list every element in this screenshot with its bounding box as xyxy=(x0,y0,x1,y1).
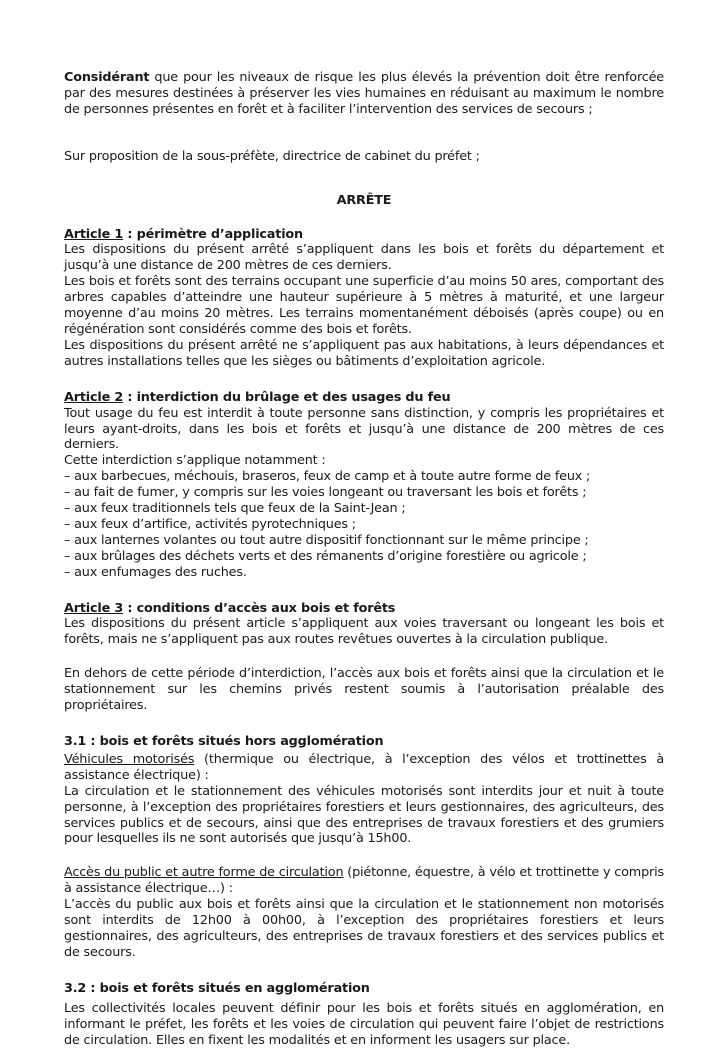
section-3-2-heading: 3.2 : bois et forêts situés en agglomération xyxy=(64,980,370,996)
article-2-label: Article 2 xyxy=(64,389,124,405)
article-2-lead: Cette interdiction s’applique notamment : xyxy=(64,453,326,469)
vehicles-label: Véhicules motorisés xyxy=(64,751,195,767)
article-2-title: : interdiction du brûlage et des usages du feu xyxy=(123,389,451,405)
list-item: – aux brûlages des déchets verts et des rémanents d’origine forestière ou agricole ; xyxy=(64,548,587,564)
proposition-paragraph: Sur proposition de la sous-préfète, directrice de cabinet du préfet ; xyxy=(64,148,480,164)
article-3-heading xyxy=(64,601,664,617)
article-2-intro: Tout usage du feu est interdit à toute personne sans distinction, y compris les propriétaires et leurs ayant-droits, dans les bois et forêts et jusqu’à une distance de 200 mètres de ces derniers. xyxy=(64,405,664,453)
list-item: – au fait de fumer, y compris sur les voies longeant ou traversant les bois et forêts ; xyxy=(64,485,587,501)
public-access-intro xyxy=(64,865,664,897)
section-3-2-paragraph: Les collectivités locales peuvent définir pour les bois et forêts situés en agglomération, en informant le préfet, les forêts et les voies de circulation qui peuvent faire l’objet de restrictions de circulation. Elles en fixent les modalités et en informent les usagers sur place. xyxy=(64,1000,664,1048)
list-item: – aux enfumages des ruches. xyxy=(64,564,247,580)
article-1-paragraph: Les dispositions du présent arrêté s’appliquent dans les bois et forêts du département et jusqu’à une distance de 200 mètres de ces derniers. xyxy=(64,242,664,274)
article-3-title: : conditions d’accès aux bois et forêts xyxy=(123,600,396,616)
considerant-keyword: Considérant xyxy=(64,70,150,85)
article-2-heading xyxy=(64,390,664,406)
considerant-paragraph xyxy=(64,70,664,118)
public-access-paragraph: L’accès du public aux bois et forêts ainsi que la circulation et le stationnement non motorisés sont interdits de 12h00 à 00h00, à l’exception des propriétaires forestiers et leurs gestionnaires, des agriculteurs, des entreprises de travaux forestiers et des services publics et de secours. xyxy=(64,897,664,960)
public-access-note: (piétonne, équestre, à vélo et trottinette y compris à assistance électrique…) : xyxy=(64,865,664,897)
arrete-title: ARRÊTE xyxy=(336,192,392,208)
article-3-label: Article 3 xyxy=(64,600,124,616)
article-1-title: : périmètre d’application xyxy=(123,226,303,242)
vehicles-note: (thermique ou électrique, à l’exception des vélos et trottinettes à assistance électrique) : xyxy=(64,751,665,783)
article-1-paragraph: Les dispositions du présent arrêté ne s’appliquent pas aux habitations, à leurs dépendances et autres installations telles que les sièges ou bâtiments d’exploitation agricole. xyxy=(64,337,664,369)
vehicles-paragraph: La circulation et le stationnement des véhicules motorisés sont interdits jour et nuit à toute personne, à l’exception des propriétaires forestiers et leurs gestionnaires, des agriculteurs, des services publics et de secours, ainsi que des entreprises de travaux forestiers et des grumiers pour lesquelles ils ne sont autorisés que jusqu’à 15h00. xyxy=(64,783,664,847)
article-1-label: Article 1 xyxy=(64,226,124,242)
list-item: – aux feux traditionnels tels que feux de la Saint-Jean ; xyxy=(64,501,406,517)
public-access-label: Accès du public et autre forme de circulation xyxy=(64,865,344,881)
article-1-heading xyxy=(64,227,664,243)
article-3-paragraph: En dehors de cette période d’interdiction, l’accès aux bois et forêts ainsi que la circulation et le stationnement sur les chemins privés restent soumis à l’autorisation préalable des propriétaires. xyxy=(64,666,664,714)
list-item: – aux barbecues, méchouis, braseros, feux de camp et à toute autre forme de feux ; xyxy=(64,469,591,485)
section-3-1-heading: 3.1 : bois et forêts situés hors agglomération xyxy=(64,734,384,749)
list-item: – aux lanternes volantes ou tout autre dispositif fonctionnant sur le même principe ; xyxy=(64,532,589,548)
vehicles-intro xyxy=(64,752,664,784)
considerant-text: que pour les niveaux de risque les plus élevés la prévention doit être renforcée par des mesures destinées à préserver les vies humaines en réduisant au maximum le nombre de personnes présentes en forêt et à faciliter l’intervention des services de secours ; xyxy=(64,70,664,117)
list-item: – aux feux d’artifice, activités pyrotechniques ; xyxy=(64,516,356,532)
article-3-paragraph: Les dispositions du présent article s’appliquent aux voies traversant ou longeant les bois et forêts, mais ne s’appliquent pas aux routes revêtues ouvertes à la circulation publique. xyxy=(64,616,664,648)
article-1-paragraph: Les bois et forêts sont des terrains occupant une superficie d’au moins 50 ares, comportant des arbres capables d’atteindre une hauteur supérieure à 5 mètres à maturité, et une largeur moyenne d’au moins 20 mètres. Les terrains momentanément déboisés (après coupe) ou en régénération sont considérés comme des bois et forêts. xyxy=(64,274,664,337)
document-body xyxy=(64,70,664,1048)
